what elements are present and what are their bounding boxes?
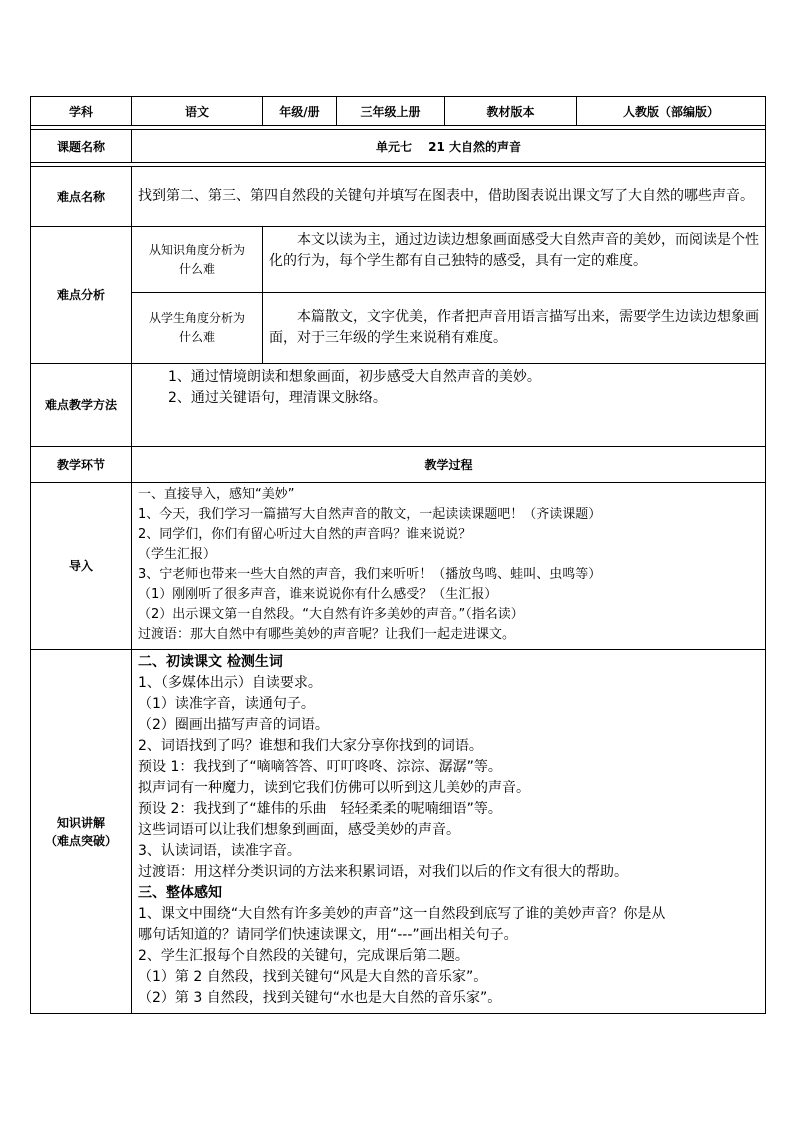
lesson-label: 课题名称 — [31, 130, 132, 163]
analysis-row-knowledge — [31, 227, 766, 293]
student-angle-text: 本篇散文，文字优美，作者把声音用语言描写出来，需要学生边读边想象画面，对于三年级的学生来说稍有难度。 — [263, 293, 766, 364]
intro-line: （1）刚刚听了很多声音，谁来说说你有什么感受？（生汇报） — [138, 587, 498, 602]
knowledge-line: （2）第 3 自然段，找到关键句“水也是大自然的音乐家”。 — [138, 990, 502, 1006]
student-angle-label: 从学生角度分析为什么难 — [132, 293, 263, 364]
difficulty-text: 找到第二、第三、第四自然段的关键句并填写在图表中，借助图表说出课文写了大自然的哪些声音。 — [132, 167, 766, 227]
intro-line: （2）出示课文第一自然段。“大自然有许多美妙的声音。”（指名读） — [138, 607, 524, 622]
section-title: 二、初读课文 检测生词 — [138, 654, 283, 670]
difficulty-label: 难点名称 — [31, 167, 132, 227]
process-header-row — [31, 447, 766, 483]
method-label: 难点教学方法 — [31, 364, 132, 447]
subject-value: 语文 — [132, 97, 263, 126]
process-label: 教学过程 — [132, 447, 766, 483]
knowledge-line: 2、学生汇报每个自然段的关键句，完成课后第二题。 — [138, 948, 469, 964]
knowledge-line: 拟声词有一种魔力，读到它我们仿佛可以听到这儿美妙的声音。 — [138, 780, 530, 796]
method-text — [132, 364, 766, 447]
method-row — [31, 364, 766, 447]
intro-line: 1、今天，我们学习一篇描写大自然声音的散文，一起读读课题吧！（齐读课题） — [138, 507, 602, 522]
intro-line: 一、直接导入，感知“美妙” — [138, 487, 295, 502]
method-item: 2、通过关键语句，理清课文脉络。 — [168, 390, 387, 406]
lesson-plan-table — [30, 96, 766, 1014]
knowledge-line: 预设 1：我找到了“嘀嘀答答、叮叮咚咚、淙淙、潺潺”等。 — [138, 759, 502, 775]
analysis-label: 难点分析 — [31, 227, 132, 364]
knowledge-label-cell — [31, 650, 132, 1014]
knowledge-line: 预设 2：我找到了“雄伟的乐曲 轻轻柔柔的呢喃细语”等。 — [138, 801, 502, 817]
header-row — [31, 97, 766, 126]
knowledge-line: 1、（多媒体出示）自读要求。 — [138, 675, 322, 691]
knowledge-line: 3、认读词语，读准字音。 — [138, 843, 301, 859]
analysis-row-student — [31, 293, 766, 364]
knowledge-line: （1）第 2 自然段，找到关键句“风是大自然的音乐家”。 — [138, 969, 488, 985]
knowledge-line: （1）读准字音，读通句子。 — [138, 696, 315, 712]
subject-label: 学科 — [31, 97, 132, 126]
intro-line: 过渡语：那大自然中有哪些美妙的声音呢？让我们一起走进课文。 — [138, 627, 516, 642]
edition-value: 人教版（部编版） — [577, 97, 766, 126]
knowledge-label: 知识讲解 — [56, 815, 105, 830]
knowledge-text — [132, 650, 766, 1014]
intro-line: （学生汇报） — [138, 547, 217, 562]
grade-label: 年级/册 — [263, 97, 337, 126]
knowledge-angle-text: 本文以读为主，通过边读边想象画面感受大自然声音的美妙，而阅读是个性化的行为，每个学生都有自己独特的感受，具有一定的难度。 — [263, 227, 766, 293]
intro-line: 3、宁老师也带来一些大自然的声音，我们来听听！（播放鸟鸣、蛙叫、虫鸣等） — [138, 567, 602, 582]
knowledge-line: 过渡语：用这样分类识词的方法来积累词语，对我们以后的作文有很大的帮助。 — [138, 864, 628, 880]
intro-row — [31, 483, 766, 650]
section-title: 三、整体感知 — [138, 885, 222, 901]
knowledge-line: （2）圈画出描写声音的词语。 — [138, 717, 329, 733]
knowledge-row — [31, 650, 766, 1014]
knowledge-line: 2、词语找到了吗？谁想和我们大家分享你找到的词语。 — [138, 738, 483, 754]
method-item: 1、通过情境朗读和想象画面，初步感受大自然声音的美妙。 — [168, 369, 541, 385]
intro-line: 2、同学们，你们有留心听过大自然的声音吗？谁来说说？ — [138, 527, 472, 542]
intro-text — [132, 483, 766, 650]
edition-label: 教材版本 — [445, 97, 577, 126]
lesson-row — [31, 130, 766, 163]
stage-label: 教学环节 — [31, 447, 132, 483]
intro-label: 导入 — [31, 483, 132, 650]
knowledge-label-sub: （难点突破） — [44, 833, 117, 848]
knowledge-line: 哪句话知道的？请同学们快速读课文，用“---”画出相关句子。 — [138, 927, 518, 943]
lesson-title: 单元七 21 大自然的声音 — [132, 130, 766, 163]
knowledge-line: 这些词语可以让我们想象到画面，感受美妙的声音。 — [138, 822, 460, 838]
knowledge-angle-label: 从知识角度分析为什么难 — [132, 227, 263, 293]
grade-value: 三年级上册 — [337, 97, 445, 126]
difficulty-row — [31, 167, 766, 227]
knowledge-line: 1、课文中围绕“大自然有许多美妙的声音”这一自然段到底写了谁的美妙声音？你是从 — [138, 906, 666, 922]
